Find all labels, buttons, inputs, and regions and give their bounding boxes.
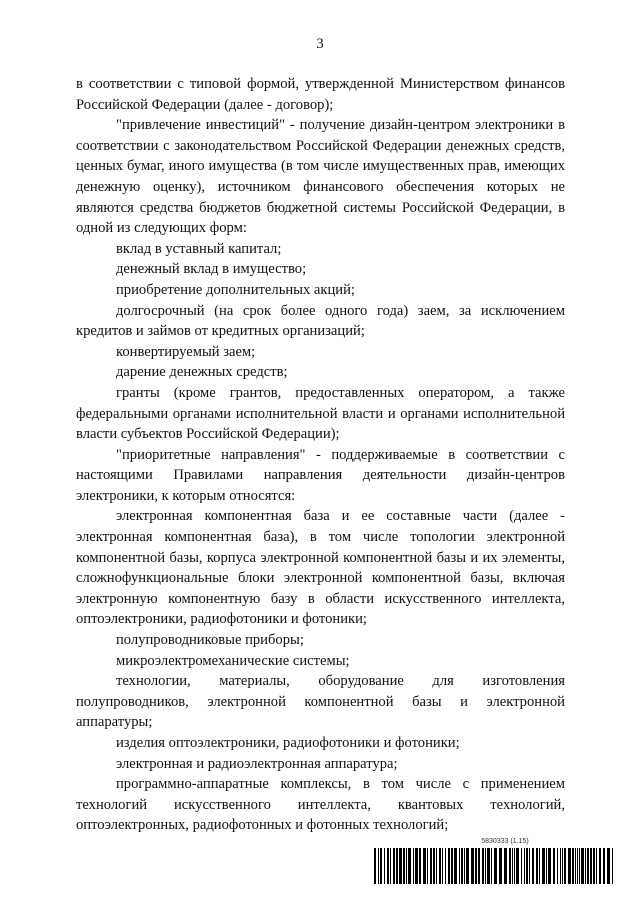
paragraph: "приоритетные направления" - поддерживаемые в соответствии с настоящими Правилами направления деятельности дизайн-центров электроники, к которым относятся:	[76, 446, 565, 504]
page-number: 3	[316, 36, 324, 52]
barcode-bar	[451, 848, 453, 884]
barcode-bar	[399, 848, 402, 884]
barcode-bar	[581, 848, 584, 884]
paragraph: в соответствии с типовой формой, утвержденной Министерством финансов Российской Федерации (далее - договор);	[76, 76, 565, 113]
barcode-bar	[408, 848, 411, 884]
list-item: вклад в уставный капитал;	[116, 240, 282, 257]
barcode-bar	[560, 848, 561, 884]
barcode-bar	[575, 848, 576, 884]
barcode-bar	[521, 848, 522, 884]
barcode-bar	[546, 848, 547, 884]
barcode-bar	[514, 848, 515, 884]
barcode-bar	[562, 848, 563, 884]
barcode-bar	[512, 848, 513, 884]
barcode-bar	[390, 848, 391, 884]
barcode-bar	[542, 848, 545, 884]
barcode-bar	[529, 848, 530, 884]
barcode-bar	[378, 848, 379, 884]
barcode-bar	[516, 848, 519, 884]
barcode-bar	[499, 848, 502, 884]
list-item: электронная компонентная база и ее составные части (далее - электронная компонентная база), в том числе топологии электронной компонентной базы, корпуса электронной компонентной базы и их элементы, сложнофункциональные блоки электронной компонентной базы, включая электронную компонентную базу в области искусственного интеллекта, оптоэлектроники, радиофотоники и фотоники;	[76, 508, 565, 628]
barcode-bar	[590, 848, 592, 884]
barcode-bar	[413, 848, 414, 884]
barcode-bar	[466, 848, 469, 884]
barcode-bar	[579, 848, 580, 884]
list-item: долгосрочный (на срок более одного года) заем, за исключением кредитов и займов от кредитных организаций;	[76, 302, 565, 340]
barcode-bar	[415, 848, 418, 884]
barcode-bar	[603, 848, 605, 884]
barcode-bar	[607, 848, 610, 884]
barcode-bar	[536, 848, 538, 884]
barcode-bar	[464, 848, 465, 884]
barcode-bar	[612, 848, 613, 884]
barcode-bar	[384, 848, 385, 884]
barcode-bar	[532, 848, 534, 884]
barcode-bar	[436, 848, 437, 884]
barcode-bar	[572, 848, 574, 884]
barcode-bar	[454, 848, 457, 884]
barcode-bar	[487, 848, 490, 884]
list-item: изделия оптоэлектроники, радиофотоники и фотоники;	[116, 735, 460, 751]
barcode-bar	[577, 848, 578, 884]
barcode-bar	[524, 848, 525, 884]
barcode-bar	[439, 848, 441, 884]
barcode-bar	[478, 848, 480, 884]
list-item: микроэлектромеханические системы;	[116, 652, 350, 669]
barcode-bar	[419, 848, 421, 884]
barcode-bar	[471, 848, 474, 884]
barcode-bar	[553, 848, 555, 884]
barcode-bar	[593, 848, 595, 884]
barcode-bar	[504, 848, 507, 884]
document-code: 5830333 (1.15)	[481, 838, 529, 845]
barcode-bar	[599, 848, 601, 884]
barcode-bar	[585, 848, 586, 884]
document-body	[76, 74, 565, 836]
list-item: гранты (кроме грантов, предоставленных оператором, а также федеральными органами исполнительной власти и органами исполнительной власти субъектов Российской Федерации);	[76, 384, 565, 443]
barcode-bar	[596, 848, 597, 884]
barcode-bar	[548, 848, 551, 884]
barcode-bar	[587, 848, 589, 884]
barcode-bar	[485, 848, 486, 884]
barcode-bar	[433, 848, 435, 884]
barcode-bar	[442, 848, 443, 884]
barcode-bar	[445, 848, 446, 884]
barcode-bar	[423, 848, 426, 884]
barcode-bar	[539, 848, 540, 884]
barcode-bar	[557, 848, 558, 884]
list-item: электронная и радиоэлектронная аппаратура;	[116, 755, 398, 772]
list-item: денежный вклад в имущество;	[116, 261, 307, 278]
list-item: полупроводниковые приборы;	[116, 632, 304, 649]
paragraph: "привлечение инвестиций" - получение дизайн-центром электроники в соответствии с законодательством Российской Федерации денежных средств, ценных бумаг, иного имущества (в том числе имущественных прав, имеющих денежную оценку), источником финансового обеспечения которых не являются средства бюджетов бюджетной системы Российской Федерации, в одной из следующих форм:	[76, 117, 565, 237]
barcode-bar	[380, 848, 382, 884]
barcode-bar	[526, 848, 528, 884]
barcode-bar	[406, 848, 407, 884]
barcode-bar	[396, 848, 398, 884]
list-item: технологии, материалы, оборудование для изготовления полупроводников, электронной компонентной базы и электронной аппаратуры;	[76, 673, 565, 731]
barcode-bar	[494, 848, 497, 884]
barcode-bar	[459, 848, 460, 884]
barcode-bar	[482, 848, 484, 884]
barcode-bar	[387, 848, 389, 884]
barcode-bar	[448, 848, 450, 884]
barcode-bar	[491, 848, 492, 884]
barcode-bar	[393, 848, 395, 884]
barcode-bar	[427, 848, 428, 884]
barcode-bar	[509, 848, 511, 884]
barcode-bar	[403, 848, 405, 884]
barcode-bar	[430, 848, 432, 884]
list-item: дарение денежных средств;	[116, 364, 288, 381]
list-item: конвертируемый заем;	[116, 343, 256, 360]
list-item: приобретение дополнительных акций;	[116, 281, 355, 298]
barcode-bar	[568, 848, 571, 884]
barcode-bar	[475, 848, 477, 884]
barcode-image	[374, 848, 614, 884]
barcode-bar	[461, 848, 463, 884]
barcode-bar	[374, 848, 376, 884]
list-item: программно-аппаратные комплексы, в том числе с применением технологий искусственного интеллекта, квантовых технологий, оптоэлектронных, радиофотонных и фотонных технологий;	[76, 776, 565, 834]
barcode-bar	[564, 848, 566, 884]
